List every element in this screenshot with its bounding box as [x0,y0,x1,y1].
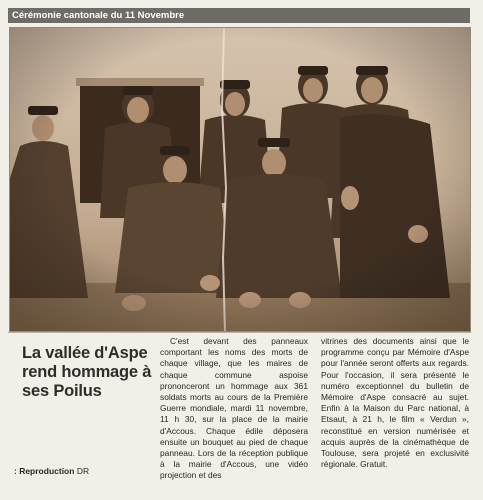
credit-label: : Reproduction [14,466,75,476]
article-body [8,334,471,484]
photo-bottom-rule [8,332,471,333]
section-label: Cérémonie cantonale du 11 Novembre [12,10,185,21]
historical-photo [9,27,471,332]
column-2-text: vitrines des documents ainsi que le programme conçu par Mémoire d'Aspe pour l'année seront offerts aux regards. Pour l'occasion, il sera présenté le numéro exceptionnel du bulletin de Mémoire d'Aspe consacré au sujet. Enfin à la Maison du Parc national, à Etsaut, à 21 h, le film « Verdun », reconstitué en version numérisée et acquis auprès de la cinémathèque de Toulouse, sera projeté en exclusivité régionale. Gratuit. [321,336,469,470]
photo-credit [14,466,89,476]
article-headline: La vallée d'Aspe rend hommage à ses Poilus [22,344,152,400]
column-1-text: C'est devant des panneaux comportant les noms des morts de chaque village, que les maires de chaque commune aspoise prononceront un hommage aux 361 soldats morts au cours de la Première Guerre mondiale, mardi 11 novembre, 11 h 30, sur la place de la mairie d'Accous. Chaque édile déposera ensuite un bouquet au pied de chaque panneau. Lors de la réception publique à la mairie d'Accous, une vidéo projection et des [160,336,308,481]
section-header [8,8,470,23]
article-column-1 [160,336,308,482]
credit-value: DR [76,466,90,476]
soldiers-photo-illustration [10,28,471,332]
article-column-2 [321,336,469,470]
